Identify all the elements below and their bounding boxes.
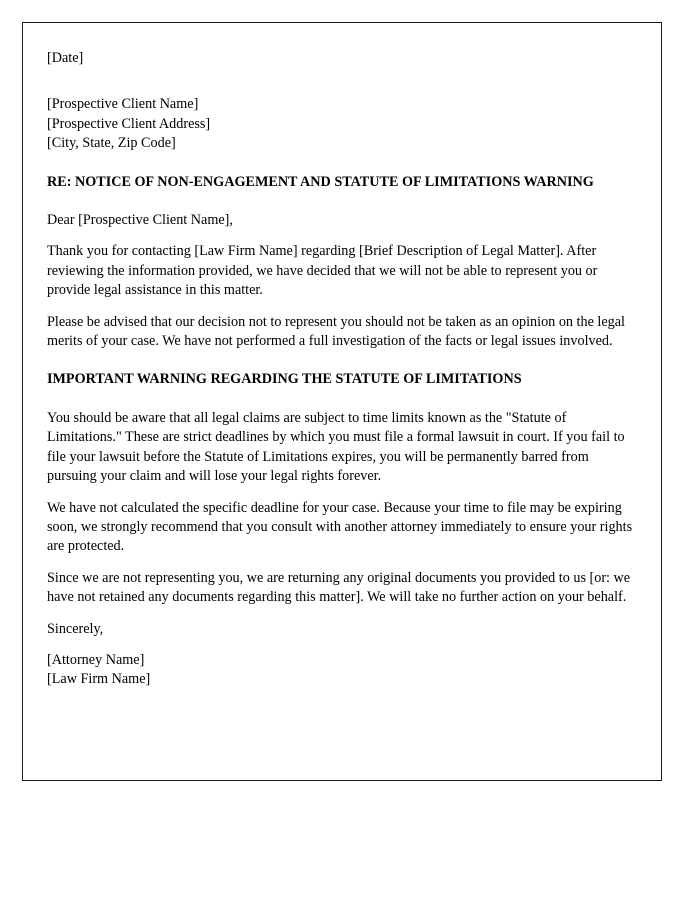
law-firm-name: [Law Firm Name] [47, 671, 151, 688]
spacer [47, 68, 633, 95]
warning-paragraph-1: You should be aware that all legal claims are subject to time limits known as the "Statute of Limitations." These are strict deadlines by which you must file a formal lawsuit in court. If you fail to file your lawsuit before the Statute of Limitations expires, you will be permanently barred from pursuing your claim and will lose your legal rights forever. [47, 409, 625, 485]
signature-block [47, 651, 633, 690]
recipient-address: [Prospective Client Address] [47, 115, 211, 132]
spacer [47, 639, 633, 651]
letter-content [23, 23, 661, 690]
spacer [47, 608, 633, 620]
spacer [47, 557, 633, 569]
warning-paragraph-2: We have not calculated the specific deadline for your case. Because your time to file may be expiring soon, we strongly recommend that you consult with another attorney immediately to ensure your rights are protected. [47, 499, 633, 555]
spacer [47, 230, 633, 242]
body-paragraph-1: Thank you for contacting [Law Firm Name] regarding [Brief Description of Legal Matter]. After reviewing the information provided, we have decided that we will not be able to represent you or provide legal assistance in this matter. [47, 243, 598, 299]
recipient-address-block [47, 95, 633, 153]
spacer [47, 487, 633, 499]
warning-heading: IMPORTANT WARNING REGARDING THE STATUTE OF LIMITATIONS [47, 371, 522, 388]
spacer [47, 192, 633, 211]
subject-heading: RE: NOTICE OF NON-ENGAGEMENT AND STATUTE OF LIMITATIONS WARNING [47, 173, 594, 190]
attorney-name: [Attorney Name] [47, 651, 145, 668]
spacer [47, 154, 633, 173]
document-page [22, 22, 662, 781]
salutation: Dear [Prospective Client Name], [47, 212, 233, 229]
spacer [47, 390, 633, 409]
body-paragraph-2: Please be advised that our decision not to represent you should not be taken as an opinion on the legal merits of your case. We have not performed a full investigation of the facts or legal issues involved. [47, 313, 626, 350]
spacer [47, 351, 633, 370]
closing-salutation: Sincerely, [47, 620, 104, 637]
recipient-name: [Prospective Client Name] [47, 96, 199, 113]
warning-paragraph-3: Since we are not representing you, we are returning any original documents you provided to us [or: we have not retained any documents regarding this matter]. We will take no further action on your behalf. [47, 569, 631, 606]
date-line: [Date] [47, 50, 84, 66]
spacer [47, 301, 633, 313]
recipient-city-state-zip: [City, State, Zip Code] [47, 135, 176, 152]
